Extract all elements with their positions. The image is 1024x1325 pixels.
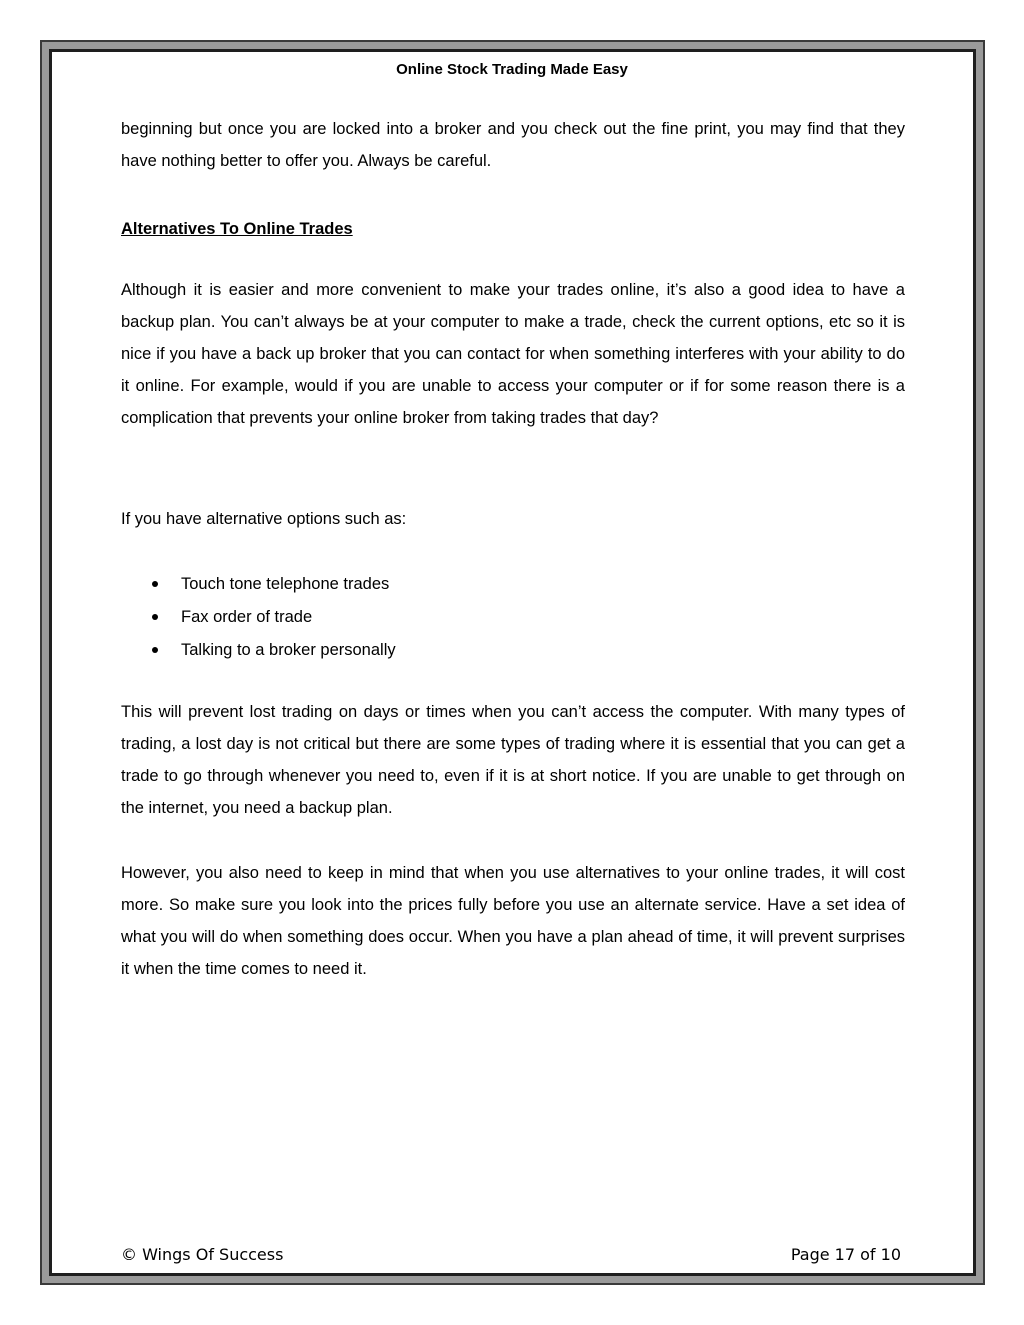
list-item-label: Talking to a broker personally [181, 641, 396, 659]
footer-copyright: © Wings Of Success [121, 1245, 284, 1264]
paragraph-cost-consideration: However, you also need to keep in mind that when you use alternatives to your online trades, it will cost more. So make sure you look into the prices fully before you use an alternate service. Have a set idea of what you will do when something does occur. When you have a plan ahead of time, it will prevent surprises it when the time comes to need it. [121, 864, 905, 978]
footer-page-number: Page 17 of 10 [790, 1245, 901, 1264]
section-heading: Alternatives To Online Trades [121, 220, 353, 238]
paragraph-prevent-lost-trading: This will prevent lost trading on days or times when you can’t access the computer. With many types of trading, a lost day is not critical but there are some types of trading where it is essential that you can get a trade to go through whenever you need to, even if it is at short notice. If you are unable to get through on the internet, you need a backup plan. [121, 703, 905, 817]
list-item-label: Touch tone telephone trades [181, 575, 390, 593]
intro-paragraph: beginning but once you are locked into a broker and you check out the fine print, you may find that they have nothing better to offer you. Always be careful. [121, 120, 905, 170]
bullet-icon [152, 647, 158, 653]
paragraph-alternative-options: If you have alternative options such as: [121, 510, 407, 528]
list-item-label: Fax order of trade [181, 608, 313, 626]
bullet-icon [152, 581, 158, 587]
bullet-icon [152, 614, 158, 620]
paragraph-backup-plan: Although it is easier and more convenient to make your trades online, it’s also a good idea to have a backup plan. You can’t always be at your computer to make a trade, check the current options, etc so it is nice if you have a back up broker that you can contact for when something interferes with your ability to do it online. For example, would if you are unable to access your computer or if for some reason there is a complication that prevents your online broker from taking trades that day? [121, 281, 905, 427]
page-header-title: Online Stock Trading Made Easy [396, 61, 628, 78]
